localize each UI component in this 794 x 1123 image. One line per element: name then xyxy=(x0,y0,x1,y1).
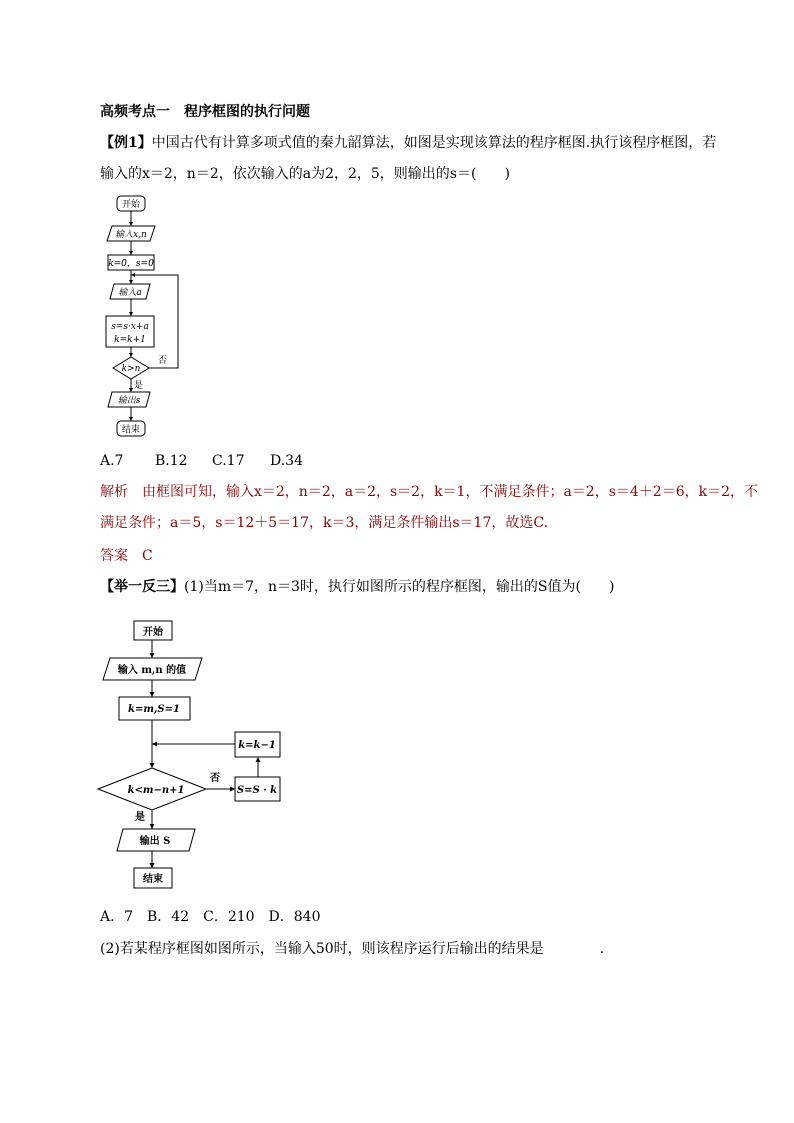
analysis-line1 xyxy=(100,482,758,502)
fc1-output: 输出s xyxy=(117,396,141,406)
analysis-line2: 满足条件；a＝5，s＝12＋5＝17，k＝3，满足条件输出s＝17，故选C. xyxy=(100,515,549,531)
flowchart-example1 xyxy=(100,192,190,442)
option-d: D.34 xyxy=(270,453,303,469)
fc1-update1: s=s·x+a xyxy=(111,322,149,332)
flowchart-practice1 xyxy=(95,612,295,897)
fc2-cond: k<m−n+1 xyxy=(127,785,185,796)
practice-options: A．7 B．42 C．210 D．840 xyxy=(100,909,321,925)
fc2-decrement: k=k−1 xyxy=(238,740,276,751)
practice-q2: (2)若某程序框图如图所示，当输入50时，则该程序运行后输出的结果是 . xyxy=(100,941,605,957)
example1-text: 中国古代有计算多项式值的秦九韶算法，如图是实现该算法的程序框图.执行该程序框图，若 xyxy=(151,135,717,151)
fc2-end: 结束 xyxy=(143,874,163,885)
fc1-start: 开始 xyxy=(121,200,141,210)
answer-label: 答案 xyxy=(100,548,128,564)
example1-tag: 【例1】 xyxy=(100,135,152,151)
fc2-input: 输入 m,n 的值 xyxy=(117,665,187,676)
option-a: A.7 xyxy=(100,453,124,469)
section-heading: 高频考点一 程序框图的执行问题 xyxy=(100,104,310,120)
practice-q1: (1)当m＝7，n＝3时，执行如图所示的程序框图，输出的S值为( ) xyxy=(184,579,615,595)
fc1-yes-label: 是 xyxy=(134,381,144,391)
option-c: C.17 xyxy=(212,453,245,469)
fc2-output: 输出 S xyxy=(139,836,171,847)
fc1-no-label: 否 xyxy=(158,356,168,366)
fc1-init: k=0，s=0 xyxy=(108,259,154,269)
fc2-multiply: S=S · k xyxy=(236,785,278,796)
fc1-input-a: 输入a xyxy=(118,288,142,298)
practice-tag: 【举一反三】 xyxy=(100,579,184,595)
example1-line2: 输入的x＝2，n＝2，依次输入的a为2，2，5，则输出的s＝( ) xyxy=(100,166,510,182)
fc2-no-label: 否 xyxy=(210,773,220,784)
fc2-init: k=m,S=1 xyxy=(128,704,180,715)
fc1-update2: k=k+1 xyxy=(114,335,146,345)
fc1-cond: k>n xyxy=(121,364,141,374)
fc2-yes-label: 是 xyxy=(135,812,145,823)
example1-line1 xyxy=(100,133,716,153)
answer-line xyxy=(100,546,153,566)
answer-value: C xyxy=(142,548,153,564)
fc1-end: 结束 xyxy=(121,425,141,435)
fc2-start: 开始 xyxy=(143,627,163,638)
analysis-label: 解析 xyxy=(100,484,128,500)
option-b: B.12 xyxy=(155,453,188,469)
practice-q1-line xyxy=(100,577,614,597)
analysis-text1: 由框图可知，输入x＝2，n＝2，a＝2，s＝2，k＝1，不满足条件；a＝2，s＝4＋2＝6，k＝2，不 xyxy=(142,484,759,500)
fc1-input-xn: 输入x,n xyxy=(115,230,147,240)
